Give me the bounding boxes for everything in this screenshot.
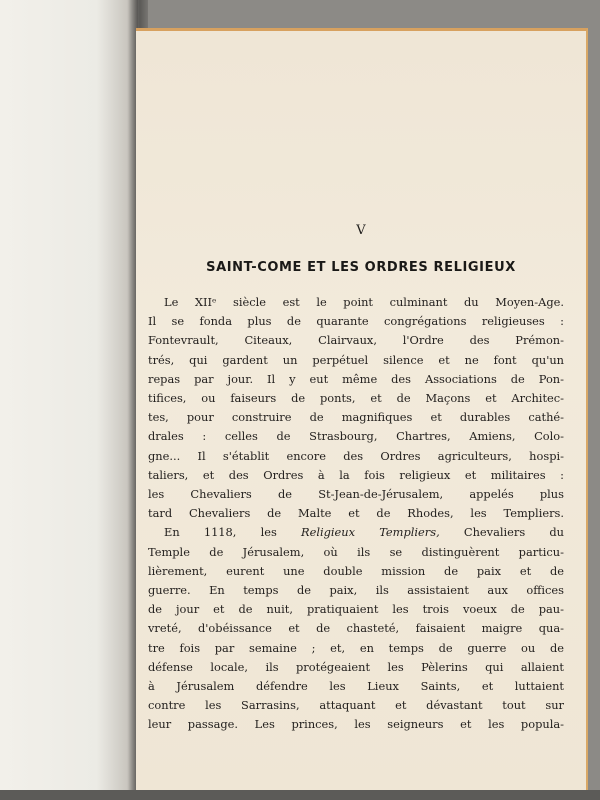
text-line: drales : celles de Strasbourg, Chartres, Amiens, Colo- xyxy=(148,429,564,444)
text-line: tard Chevaliers de Malte et de Rhodes, les Templiers. xyxy=(148,506,564,521)
text-line: repas par jour. Il y eut même des Associations de Pon- xyxy=(148,371,564,386)
text-line: Il se fonda plus de quarante congrégations religieuses : xyxy=(148,314,564,329)
text-line: tifices, ou faiseurs de ponts, et de Maçons et Architec- xyxy=(148,391,564,406)
italic-term: Religieux Templiers, xyxy=(301,525,440,540)
text-line: lièrement, eurent une double mission de paix et de xyxy=(148,563,564,578)
paragraph-2 xyxy=(148,523,564,734)
text-line: contre les Sarrasins, attaquant et dévastant tout sur xyxy=(148,698,564,713)
text-line: à Jérusalem défendre les Lieux Saints, et luttaient xyxy=(148,679,564,694)
chapter-number: V xyxy=(356,223,366,238)
text-fragment: Chevaliers du xyxy=(439,525,564,540)
text-line: leur passage. Les princes, les seigneurs et les popula- xyxy=(148,717,564,732)
text-line: défense locale, ils protégeaient les Pèlerins qui allaient xyxy=(148,659,564,674)
text-line: Fontevrault, Citeaux, Clairvaux, l'Ordre des Prémon- xyxy=(148,333,564,348)
left-page xyxy=(0,0,138,800)
text-line: taliers, et des Ordres à la fois religieux et militaires : xyxy=(148,467,564,482)
chapter-title: SAINT-COME ET LES ORDRES RELIGIEUX xyxy=(206,260,516,275)
book-page xyxy=(136,28,588,790)
body-text xyxy=(148,293,564,735)
text-line: de jour et de nuit, pratiquaient les trois voeux de pau- xyxy=(148,602,564,617)
text-line xyxy=(148,523,564,542)
text-line: guerre. En temps de paix, ils assistaient aux offices xyxy=(148,583,564,598)
text-line: Le XIIᵉ siècle est le point culminant du Moyen-Age. xyxy=(164,295,564,309)
text-line: tre fois par semaine ; et, en temps de guerre ou de xyxy=(148,640,564,655)
paragraph-1 xyxy=(148,293,564,523)
text-line: trés, qui gardent un perpétuel silence et ne font qu'un xyxy=(148,352,564,367)
table-surface xyxy=(0,790,600,800)
text-line: vreté, d'obéissance et de chasteté, faisaient maigre qua- xyxy=(148,621,564,636)
text-line: Temple de Jérusalem, où ils se distinguèrent particu- xyxy=(148,544,564,559)
text-line: les Chevaliers de St-Jean-de-Jérusalem, appelés plus xyxy=(148,487,564,502)
text-fragment: En 1118, les xyxy=(164,525,301,540)
text-line: tes, pour construire de magnifiques et durables cathé- xyxy=(148,410,564,425)
text-line: gne... Il s'établit encore des Ordres agriculteurs, hospi- xyxy=(148,448,564,463)
